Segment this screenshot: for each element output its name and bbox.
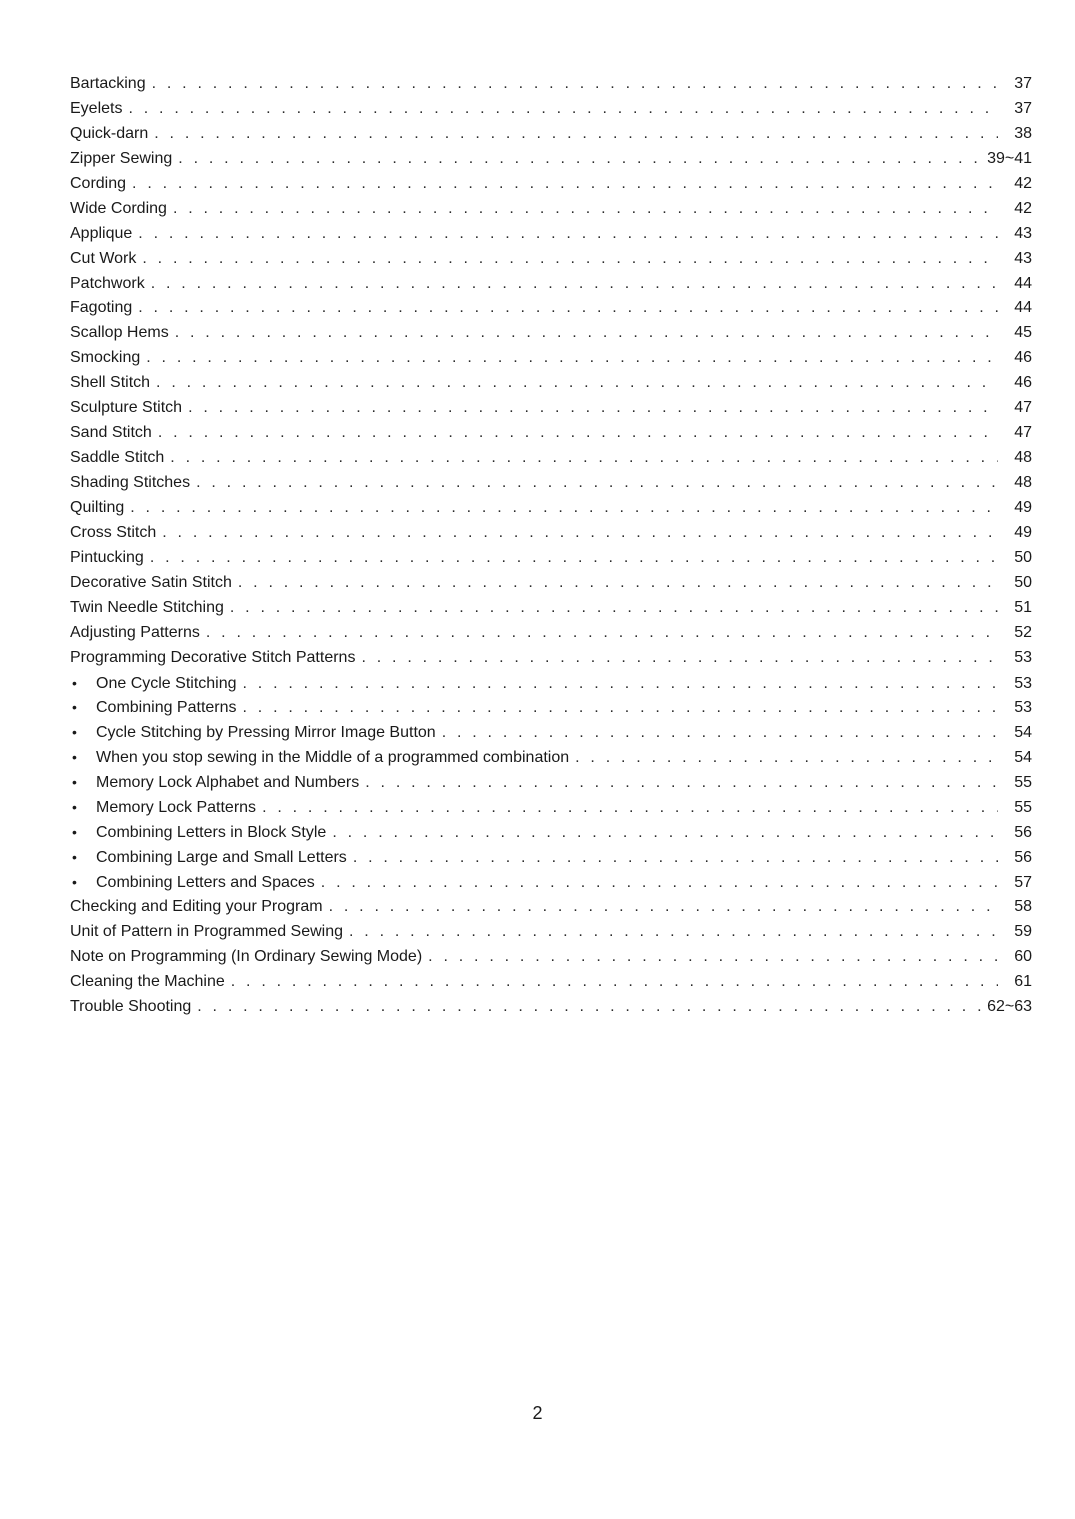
toc-entry-page: 44 bbox=[1014, 274, 1032, 292]
toc-entry bbox=[70, 371, 1032, 396]
toc-entry-page: 55 bbox=[1014, 774, 1032, 792]
dot-leader bbox=[197, 995, 983, 1020]
dot-leader bbox=[365, 771, 998, 796]
bullet-icon: • bbox=[72, 774, 77, 791]
dot-leader bbox=[231, 970, 998, 995]
toc-list bbox=[70, 72, 1032, 1020]
toc-entry-title: Combining Letters in Block Style bbox=[96, 824, 327, 842]
toc-entry-page: 56 bbox=[1014, 849, 1032, 867]
toc-entry-page: 37 bbox=[1014, 75, 1032, 92]
toc-entry-title: Memory Lock Patterns bbox=[96, 799, 257, 817]
toc-entry bbox=[70, 446, 1032, 471]
dot-leader bbox=[321, 871, 998, 896]
toc-entry-page: 58 bbox=[1014, 897, 1032, 915]
toc-entry-title: Combining Large and Small Letters bbox=[96, 849, 347, 867]
dot-leader bbox=[158, 421, 998, 446]
dot-leader bbox=[132, 172, 998, 197]
dot-leader bbox=[243, 696, 998, 721]
toc-entry bbox=[70, 571, 1032, 596]
dot-leader bbox=[349, 920, 998, 945]
toc-entry-page: 51 bbox=[1014, 598, 1032, 616]
toc-entry-title: One Cycle Stitching bbox=[96, 674, 237, 692]
toc-entry-page: 38 bbox=[1014, 124, 1032, 142]
toc-entry-title: When you stop sewing in the Middle of a programmed combination bbox=[96, 749, 570, 767]
toc-entry bbox=[70, 471, 1032, 496]
toc-entry-page: 43 bbox=[1014, 249, 1032, 267]
dot-leader bbox=[243, 672, 998, 697]
dot-leader bbox=[154, 122, 998, 147]
toc-entry bbox=[70, 222, 1032, 247]
toc-entry bbox=[70, 122, 1032, 147]
toc-entry-page: 42 bbox=[1014, 174, 1032, 192]
dot-leader bbox=[128, 97, 998, 122]
toc-entry-title: Cleaning the Machine bbox=[70, 972, 225, 990]
dot-leader bbox=[150, 546, 998, 571]
dot-leader bbox=[130, 496, 998, 521]
toc-entry-title: Sculpture Stitch bbox=[70, 399, 183, 417]
toc-entry-page: 47 bbox=[1014, 399, 1032, 417]
bullet-icon: • bbox=[72, 724, 77, 741]
toc-entry-title: Cording bbox=[70, 174, 127, 192]
toc-entry-page: 53 bbox=[1014, 648, 1032, 666]
toc-entry-title: Applique bbox=[70, 224, 133, 242]
toc-entry bbox=[70, 770, 1032, 795]
dot-leader bbox=[156, 371, 998, 396]
toc-entry-title: Combining Letters and Spaces bbox=[96, 874, 315, 891]
toc-entry-page: 46 bbox=[1014, 374, 1032, 392]
toc-entry bbox=[70, 546, 1032, 571]
toc-entry-title: Pintucking bbox=[70, 548, 144, 566]
toc-entry-page: 49 bbox=[1014, 498, 1032, 516]
toc-entry-page: 37 bbox=[1014, 99, 1032, 117]
toc-entry-title: Trouble Shooting bbox=[70, 997, 192, 1015]
bullet-icon: • bbox=[72, 849, 77, 866]
toc-entry bbox=[70, 820, 1032, 845]
toc-entry bbox=[70, 745, 1032, 770]
toc-entry bbox=[70, 521, 1032, 546]
toc-entry bbox=[70, 970, 1032, 995]
dot-leader bbox=[152, 72, 998, 97]
dot-leader bbox=[175, 321, 998, 346]
toc-entry-title: Zipper Sewing bbox=[70, 149, 173, 167]
dot-leader bbox=[329, 895, 998, 920]
dot-leader bbox=[196, 471, 998, 496]
toc-entry-title: Shading Stitches bbox=[70, 474, 191, 491]
toc-entry bbox=[70, 346, 1032, 371]
toc-entry bbox=[70, 671, 1032, 696]
toc-entry bbox=[70, 496, 1032, 521]
toc-entry-title: Smocking bbox=[70, 349, 141, 367]
bullet-icon: • bbox=[72, 799, 77, 816]
bullet-icon: • bbox=[72, 699, 77, 716]
toc-entry-page: 48 bbox=[1014, 449, 1032, 467]
toc-entry-page: 60 bbox=[1014, 947, 1032, 965]
toc-entry-page: 54 bbox=[1014, 749, 1032, 767]
dot-leader bbox=[230, 596, 998, 621]
toc-entry-title: Patchwork bbox=[70, 274, 145, 292]
toc-entry-title: Scallop Hems bbox=[70, 324, 169, 342]
dot-leader bbox=[170, 446, 998, 471]
toc-entry-page: 43 bbox=[1014, 224, 1032, 242]
toc-entry-title: Cycle Stitching by Pressing Mirror Image Button bbox=[96, 724, 436, 742]
dot-leader bbox=[138, 222, 998, 247]
toc-entry bbox=[70, 296, 1032, 321]
toc-entry-title: Eyelets bbox=[70, 99, 123, 117]
toc-entry-title: Combining Patterns bbox=[96, 699, 237, 717]
toc-entry-page: 42 bbox=[1014, 199, 1032, 217]
toc-entry-title: Checking and Editing your Program bbox=[70, 897, 323, 915]
toc-entry bbox=[70, 172, 1032, 197]
toc-entry-page: 54 bbox=[1014, 724, 1032, 742]
page-number: 2 bbox=[532, 1403, 543, 1423]
toc-entry-page: 56 bbox=[1014, 824, 1032, 842]
toc-entry-page: 48 bbox=[1014, 474, 1032, 491]
toc-entry-page: 50 bbox=[1014, 548, 1032, 566]
toc-entry-title: Adjusting Patterns bbox=[70, 623, 200, 641]
dot-leader bbox=[332, 821, 998, 846]
dot-leader bbox=[138, 296, 998, 321]
dot-leader bbox=[162, 521, 998, 546]
toc-entry-page: 45 bbox=[1014, 324, 1032, 342]
dot-leader bbox=[353, 846, 998, 871]
toc-entry-title: Sand Stitch bbox=[70, 424, 152, 442]
toc-entry-title: Programming Decorative Stitch Patterns bbox=[70, 648, 356, 666]
toc-entry-page: 62~63 bbox=[987, 997, 1032, 1015]
toc-entry bbox=[70, 396, 1032, 421]
dot-leader bbox=[142, 247, 998, 272]
toc-entry-title: Saddle Stitch bbox=[70, 449, 165, 467]
toc-entry-page: 50 bbox=[1014, 573, 1032, 591]
toc-entry-title: Cut Work bbox=[70, 249, 137, 267]
toc-entry-title: Shell Stitch bbox=[70, 374, 151, 392]
toc-entry-page: 44 bbox=[1014, 299, 1032, 317]
toc-entry-page: 46 bbox=[1014, 349, 1032, 367]
dot-leader bbox=[442, 721, 998, 746]
toc-entry bbox=[70, 920, 1032, 945]
toc-entry-page: 53 bbox=[1014, 699, 1032, 717]
toc-entry bbox=[70, 147, 1032, 172]
toc-entry-page: 61 bbox=[1014, 972, 1032, 990]
dot-leader bbox=[173, 197, 998, 222]
toc-entry-title: Twin Needle Stitching bbox=[70, 598, 224, 616]
bullet-icon: • bbox=[72, 749, 77, 766]
dot-leader bbox=[262, 796, 998, 821]
toc-entry bbox=[70, 845, 1032, 870]
dot-leader bbox=[428, 945, 998, 970]
toc-entry-page: 39~41 bbox=[987, 149, 1032, 167]
toc-entry bbox=[70, 720, 1032, 745]
bullet-icon: • bbox=[72, 874, 77, 890]
dot-leader bbox=[575, 746, 998, 771]
toc-entry-title: Wide Cording bbox=[70, 199, 167, 217]
toc-entry-page: 59 bbox=[1014, 922, 1032, 940]
toc-entry-title: Quilting bbox=[70, 498, 125, 516]
toc-entry-title: Quick-darn bbox=[70, 124, 149, 142]
toc-entry bbox=[70, 321, 1032, 346]
dot-leader bbox=[188, 396, 998, 421]
toc-entry bbox=[70, 272, 1032, 297]
toc-entry-title: Unit of Pattern in Programmed Sewing bbox=[70, 922, 344, 940]
table-of-contents bbox=[70, 72, 1032, 1020]
toc-entry-page: 53 bbox=[1014, 674, 1032, 692]
toc-entry bbox=[70, 97, 1032, 122]
toc-entry-page: 52 bbox=[1014, 623, 1032, 641]
toc-entry bbox=[70, 596, 1032, 621]
dot-leader bbox=[151, 272, 998, 297]
toc-entry bbox=[70, 870, 1032, 895]
dot-leader bbox=[361, 646, 998, 671]
toc-entry-page: 49 bbox=[1014, 523, 1032, 541]
toc-entry bbox=[70, 895, 1032, 920]
toc-entry bbox=[70, 197, 1032, 222]
toc-entry-title: Note on Programming (In Ordinary Sewing Mode) bbox=[70, 947, 423, 965]
toc-entry bbox=[70, 421, 1032, 446]
toc-entry-page: 57 bbox=[1014, 874, 1032, 891]
toc-entry bbox=[70, 945, 1032, 970]
dot-leader bbox=[206, 621, 998, 646]
toc-entry-title: Bartacking bbox=[70, 75, 146, 92]
toc-entry-title: Decorative Satin Stitch bbox=[70, 573, 232, 591]
toc-entry bbox=[70, 995, 1032, 1020]
dot-leader bbox=[178, 147, 983, 172]
toc-entry bbox=[70, 646, 1032, 671]
toc-entry bbox=[70, 247, 1032, 272]
toc-entry-title: Memory Lock Alphabet and Numbers bbox=[96, 774, 360, 792]
toc-entry bbox=[70, 795, 1032, 820]
bullet-icon: • bbox=[72, 674, 77, 691]
bullet-icon: • bbox=[72, 824, 77, 841]
toc-entry bbox=[70, 695, 1032, 720]
toc-entry-page: 55 bbox=[1014, 799, 1032, 817]
toc-entry bbox=[70, 72, 1032, 97]
toc-entry-title: Cross Stitch bbox=[70, 523, 157, 541]
toc-entry-title: Fagoting bbox=[70, 299, 133, 317]
toc-entry-page: 47 bbox=[1014, 424, 1032, 442]
toc-entry bbox=[70, 621, 1032, 646]
dot-leader bbox=[146, 346, 998, 371]
dot-leader bbox=[238, 571, 998, 596]
